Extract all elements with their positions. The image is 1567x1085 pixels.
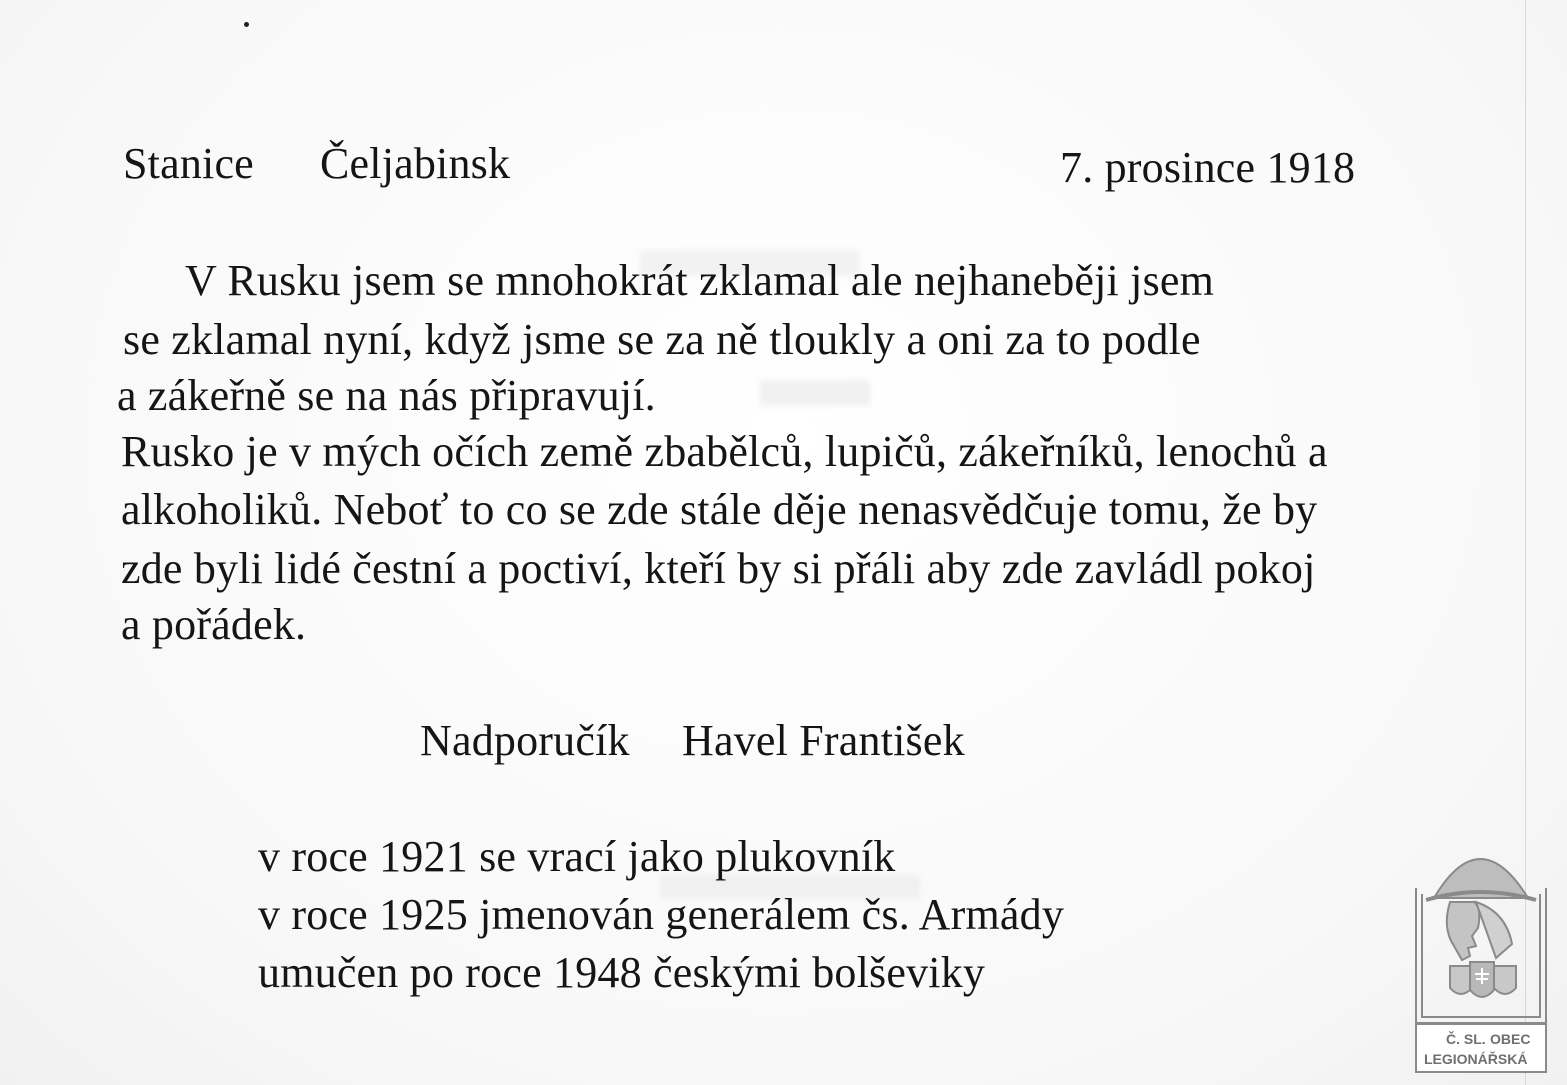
place-label: Stanice [123, 139, 254, 188]
note-line: v roce 1921 se vrací jako plukovník [258, 832, 896, 881]
logo-text-line1: Č. SL. [1446, 1031, 1486, 1047]
paragraph-line: zde byli lidé čestní a poctiví, kteří by si přáli aby zde zavládl pokoj [121, 544, 1316, 593]
paragraph-line: Rusko je v mých očích země zbabělců, lupičů, zákeřníků, lenochů a [121, 427, 1328, 476]
show-through-mark [760, 380, 870, 406]
signature-name: Havel František [682, 716, 965, 765]
logo-text-line3: LEGIONÁŘSKÁ [1424, 1051, 1528, 1067]
paragraph-line: se zklamal nyní, když jsme se za ně tloukly a oni za to podle [123, 315, 1201, 364]
logo-text-line2: OBEC [1490, 1031, 1531, 1047]
letter-date: 7. prosince 1918 [1060, 143, 1356, 192]
paragraph-line: alkoholiků. Neboť to co se zde stále děje nenasvědčuje tomu, že by [121, 485, 1318, 534]
soldier-profile-icon [1447, 902, 1480, 960]
paragraph-line: V Rusku jsem se mnohokrát zklamal ale nejhaneběji jsem [185, 256, 1215, 305]
place-name: Čeljabinsk [320, 139, 511, 188]
paragraph-line: a zákeřně se na nás připravují. [117, 371, 656, 420]
paragraph-line: a pořádek. [121, 600, 307, 649]
note-line: umučen po roce 1948 českými bolševiky [258, 948, 986, 997]
shield-icon [1494, 966, 1516, 994]
shield-icon [1450, 966, 1472, 994]
note-line: v roce 1925 jmenován generálem čs. Armády [258, 890, 1065, 939]
legion-association-logo [1410, 828, 1552, 1076]
ink-speck [244, 22, 249, 27]
signature-rank: Nadporučík [420, 716, 630, 765]
